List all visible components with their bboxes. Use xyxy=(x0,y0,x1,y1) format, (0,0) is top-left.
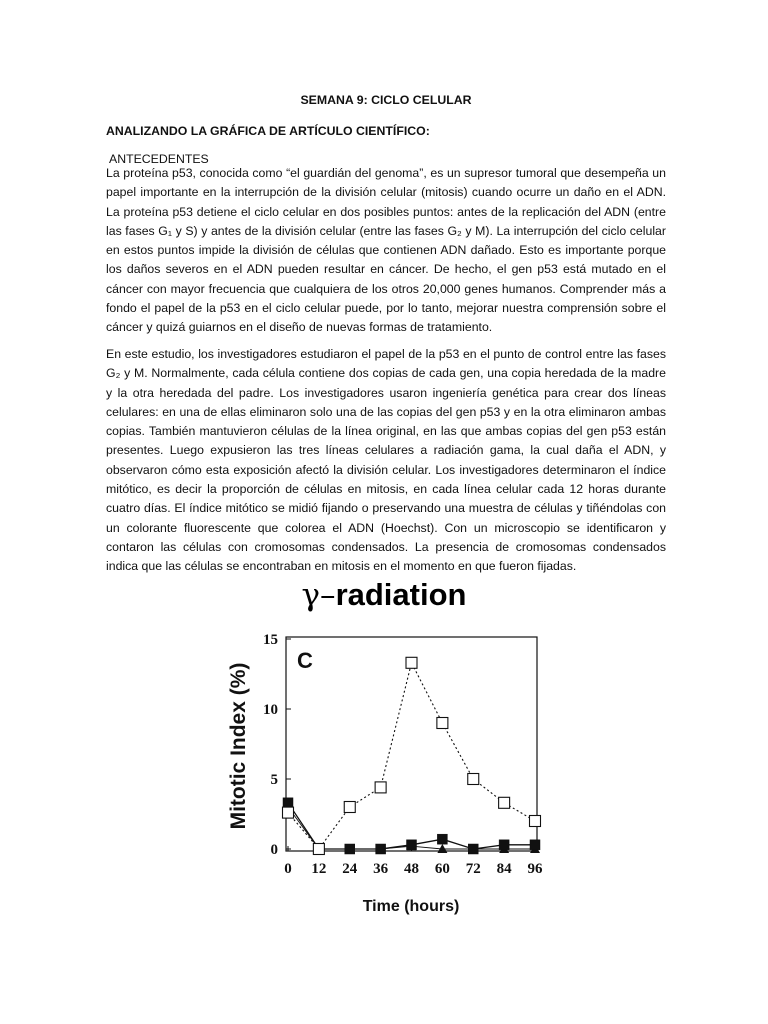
data-point-open-square xyxy=(344,802,355,813)
x-tick-label: 12 xyxy=(311,861,327,877)
chart-title-text: radiation xyxy=(335,577,467,612)
x-axis-label: Time (hours) xyxy=(362,898,460,915)
document-title: SEMANA 9: CICLO CELULAR xyxy=(300,93,472,107)
x-tick-label: 0 xyxy=(284,861,292,877)
paragraph-background: La proteína p53, conocida como “el guardián del genoma”, es un supresor tumoral que desempeña un papel importante en la interrupción de la división celular (mitosis) cuando ocurre un daño en el ADN. La proteína p53 detiene el ciclo celular en dos posibles puntos: antes de la replicación del ADN (entre las fases G₁ y S) y antes de la división celular (entre las fases G₂ y M). La interrupción del ciclo celular en estos puntos impide la división de células que contienen ADN dañado. Esto es importante porque los daños severos en el ADN pueden resultar en cáncer. De hecho, el gen p53 está mutado en el cáncer con mayor frecuencia que cualquiera de los otros 20,000 genes humanos. Comprender más a fondo el papel de la p53 en el ciclo celular puede, por lo tanto, mejorar nuestra comprensión sobre el cáncer y quizá guiarnos en el diseño de nuevas formas de tratamiento. xyxy=(106,166,666,335)
paragraph-study: En este estudio, los investigadores estudiaron el papel de la p53 en el punto de control entre las fases G₂ y M. Normalmente, cada célula contiene dos copias de cada gen, una copia heredada de la madre y la otra heredada del padre. Los investigadores usaron ingeniería genética para crear dos líneas celulares: en una de ellas eliminaron solo una de las copias del gen p53 y en la otra eliminaron ambas copias. También mantuvieron células de la línea original, en las que ambas copias del gen p53 están presentes. Luego expusieron las tres líneas celulares a radiación gama, la cual daña el ADN, y observaron cómo esta exposición afectó la división celular. Los investigadores determinaron el índice mitótico, es decir la proporción de células en mitosis, en cada línea celular cada 12 horas durante cuatro días. El índice mitótico se midió fijando o preservando una muestra de células y tiñéndolas con un colorante fluorescente que colorea el ADN (Hoechst). Con un microscopio se identificaron y contaron las células con cromosomas condensados. La presencia de cromosomas condensados indica que las células se encontraban en mitosis en el momento en que fueron fijadas. xyxy=(106,347,666,574)
data-point-filled-square xyxy=(499,840,509,850)
data-point-open-square xyxy=(313,844,324,855)
data-point-open-square xyxy=(530,816,541,827)
data-point-filled-square xyxy=(468,844,478,854)
x-tick-label: 24 xyxy=(342,861,358,877)
chart-title-symbol: γ– xyxy=(301,577,336,613)
x-tick-label: 36 xyxy=(373,861,389,877)
section-heading: ANTECEDENTES xyxy=(109,152,209,166)
y-tick-label: 15 xyxy=(263,632,278,648)
data-point-filled-square xyxy=(437,834,447,844)
data-point-filled-square xyxy=(407,840,417,850)
data-point-filled-square xyxy=(530,840,540,850)
data-point-filled-square xyxy=(283,798,293,808)
x-tick-label: 60 xyxy=(434,861,450,877)
plot-frame xyxy=(286,637,537,851)
data-point-open-square xyxy=(406,657,417,668)
y-tick-label: 5 xyxy=(270,772,278,788)
y-tick-label: 10 xyxy=(263,702,278,718)
x-tick-label: 96 xyxy=(527,861,543,877)
data-point-filled-square xyxy=(376,844,386,854)
y-axis-label: Mitotic Index (%) xyxy=(227,662,250,830)
panel-label: C xyxy=(297,648,313,673)
x-tick-label: 72 xyxy=(465,861,481,877)
x-tick-label: 84 xyxy=(496,861,512,877)
data-point-open-square xyxy=(375,782,386,793)
data-point-open-square xyxy=(468,774,479,785)
y-tick-label: 0 xyxy=(270,842,278,858)
series-line-open-square xyxy=(288,663,535,849)
data-point-open-square xyxy=(283,807,294,818)
x-tick-label: 48 xyxy=(404,861,419,877)
data-point-filled-square xyxy=(345,844,355,854)
document-subtitle: ANALIZANDO LA GRÁFICA DE ARTÍCULO CIENTÍFICO: xyxy=(106,124,430,138)
data-point-open-square xyxy=(499,797,510,808)
data-point-open-square xyxy=(437,718,448,729)
